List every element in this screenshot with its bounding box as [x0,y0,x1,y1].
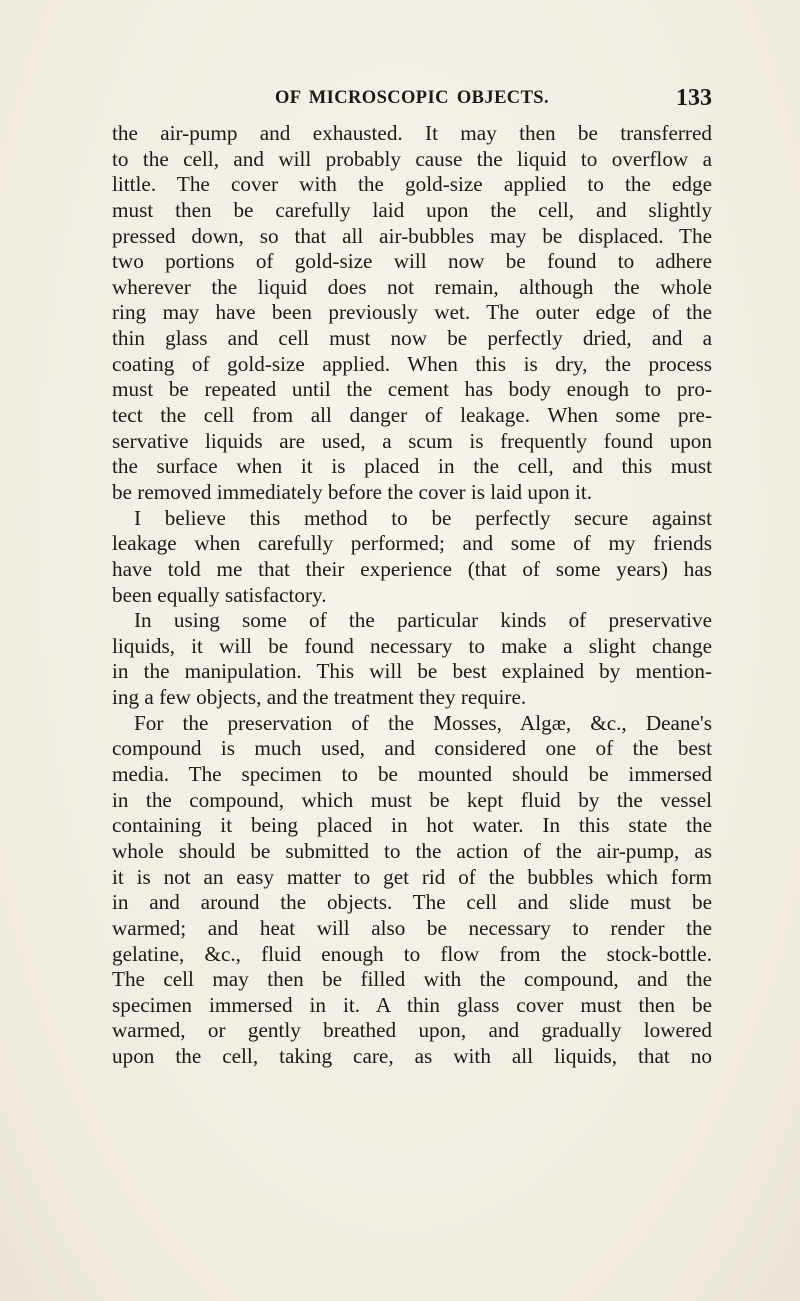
text-line: be removed immediately before the cover is laid upon it. [112,479,593,504]
text-line: must be repeated until the cement has body enough to pro- [112,377,712,402]
text-line: I believe this method to be perfectly secure against [134,505,712,530]
body-text [112,121,712,1070]
text-line: warmed; and heat will also be necessary to render the [112,915,712,940]
text-line: liquids, it will be found necessary to make a slight change [112,633,712,658]
text-line: For the preservation of the Mosses, Algæ, &c., Deane's [134,710,712,735]
text-line: in the compound, which must be kept fluid by the vessel [112,787,712,812]
text-line: the air-pump and exhausted. It may then be transferred [112,121,712,145]
page-number: 133 [676,85,712,111]
text-line: gelatine, &c., fluid enough to flow from the stock-bottle. [112,941,712,966]
text-line: have told me that their experience (that of some years) has [112,556,712,581]
text-line: the surface when it is placed in the cell, and this must [112,454,712,479]
text-line: media. The specimen to be mounted should be immersed [112,762,712,787]
text-line: thin glass and cell must now be perfectly dried, and a [112,326,712,351]
text-line: two portions of gold-size will now be found to adhere [112,249,712,274]
text-line: little. The cover with the gold-size applied to the edge [112,172,712,197]
text-line: warmed, or gently breathed upon, and gradually lowered [112,1018,712,1043]
text-line: must then be carefully laid upon the cell, and slightly [112,197,712,222]
text-line: servative liquids are used, a scum is frequently found upon [112,428,712,453]
text-line: been equally satisfactory. [112,582,327,607]
text-line: leakage when carefully performed; and some of my friends [112,531,712,556]
text-line: compound is much used, and considered one of the best [112,736,712,761]
running-title: OF MICROSCOPIC OBJECTS. [274,88,550,108]
text-line: The cell may then be filled with the compound, and the [112,967,712,992]
text-line: wherever the liquid does not remain, although the whole [112,274,712,299]
text-line: in and around the objects. The cell and slide must be [112,890,712,915]
text-line: In using some of the particular kinds of preservative [134,608,712,633]
text-line: containing it being placed in hot water. In this state the [112,813,712,838]
text-line: in the manipulation. This will be best explained by mention- [112,659,712,684]
text-line: tect the cell from all danger of leakage. When some pre- [112,403,712,428]
text-line: to the cell, and will probably cause the liquid to overflow a [112,146,712,171]
text-line: ing a few objects, and the treatment they require. [112,685,527,710]
text-line: pressed down, so that all air-bubbles may be displaced. The [112,223,712,248]
text-line: upon the cell, taking care, as with all liquids, that no [112,1044,712,1069]
text-line: ring may have been previously wet. The outer edge of the [112,300,712,325]
text-line: coating of gold-size applied. When this is dry, the process [112,351,712,376]
running-head [112,85,712,114]
text-line: it is not an easy matter to get rid of the bubbles which form [112,864,712,889]
text-line: whole should be submitted to the action of the air-pump, as [112,838,712,863]
text-line: specimen immersed in it. A thin glass cover must then be [112,992,712,1017]
